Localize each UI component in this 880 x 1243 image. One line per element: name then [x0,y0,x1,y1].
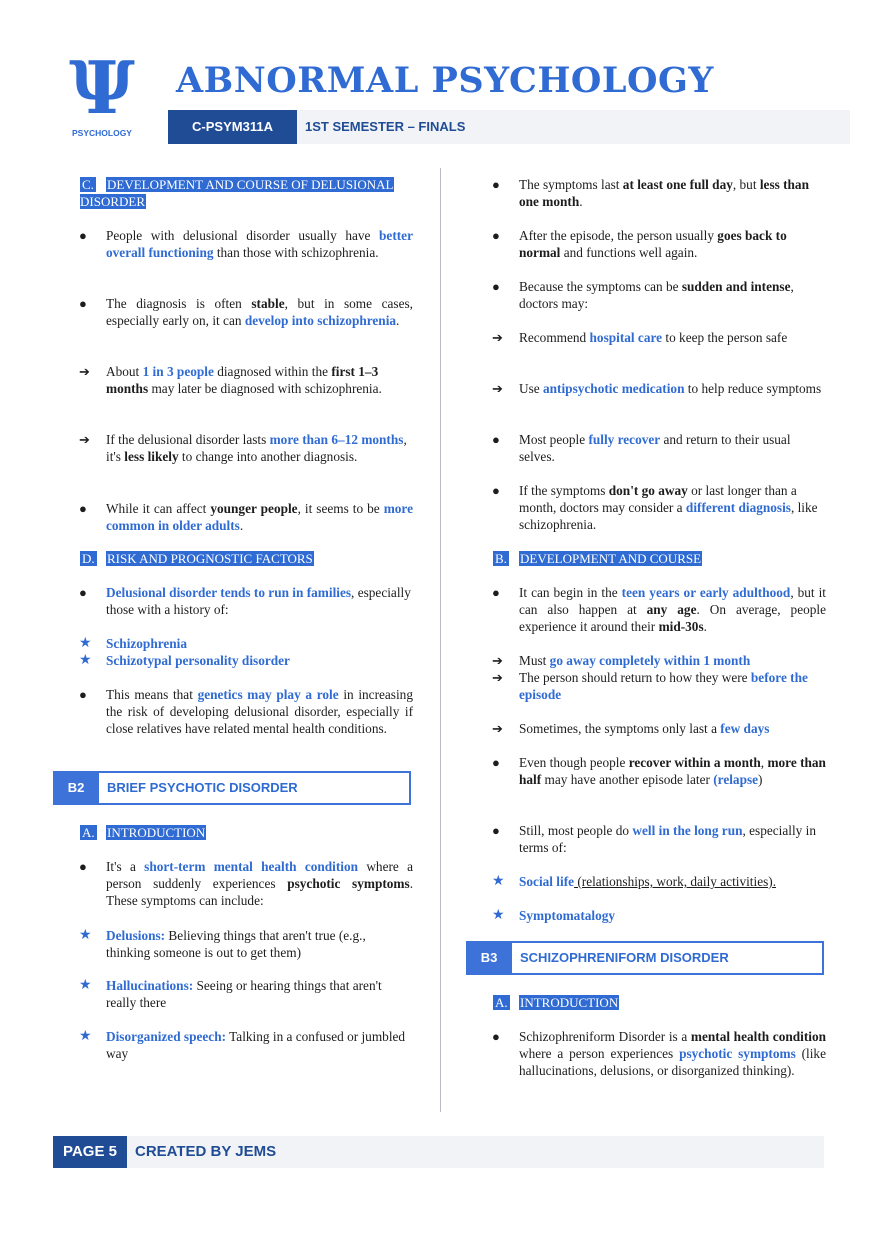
page-number: PAGE 5 [53,1136,127,1168]
section-heading-b [493,550,826,567]
page-title: ABNORMAL PSYCHOLOGY [176,60,714,101]
section-box-b3 [466,941,824,975]
list-item: If the symptoms don't go away or last longer than a month, doctors may consider a different diagnosis, like schizophrenia. [519,483,818,532]
list-item: Delusional disorder tends to run in families, especially those with a history of: [106,585,411,617]
section-letter: B. [495,551,507,566]
arrow-icon: ➔ [492,653,503,668]
arrow-icon: ➔ [492,721,503,736]
star-icon: ★ [79,636,92,651]
list-item: It can begin in the teen years or early adulthood, but it can also happen at any age. On average, people experience it around their mid-30s. [519,585,827,634]
list-item: Because the symptoms can be sudden and intense, doctors may: [519,279,794,311]
star-icon: ★ [79,978,92,993]
bullet-icon: ● [492,432,500,447]
list-item: While it can affect younger people, it seems to be more common in older adults. [106,501,413,533]
list-item: Must go away completely within 1 month [519,653,751,668]
bullet-icon: ● [79,687,87,702]
list-item: After the episode, the person usually goes back to normal and functions well again. [519,228,787,260]
bullet-icon: ● [492,1029,500,1044]
arrow-icon: ➔ [79,432,90,447]
list-item: People with delusional disorder usually have better overall functioning than those with schizophrenia. [106,228,413,260]
list-item: If the delusional disorder lasts more than 6–12 months, it's less likely to change into another diagnosis. [106,432,407,464]
footer-credit: CREATED BY JEMS [127,1136,824,1168]
star-icon: ★ [79,653,92,668]
section-heading-a [80,824,413,841]
list-item: Schizophreniform Disorder is a mental health condition where a person experiences psychotic symptoms (like hallucinations, delusions, or disorganized thinking). [519,1029,826,1078]
list-item: Disorganized speech: Talking in a confused or jumbled way [106,1029,406,1061]
bullet-icon: ● [79,585,87,600]
star-icon: ★ [79,1029,92,1044]
list-item: Even though people recover within a month, more than half may have another episode later (relapse) [519,755,826,787]
bullet-icon: ● [79,228,87,243]
section-heading-d [80,550,413,567]
list-item: Delusions: Believing things that aren't true (e.g., thinking someone is out to get them) [106,928,366,960]
bullet-icon: ● [492,228,500,243]
logo-caption: PSYCHOLOGY [72,128,132,138]
bullet-icon: ● [492,755,500,770]
bullet-icon: ● [79,296,87,311]
column-divider [440,168,441,1112]
list-item: Hallucinations: Seeing or hearing things that aren't really there [106,978,382,1010]
list-item: Schizotypal personality disorder [106,653,290,668]
list-item: Sometimes, the symptoms only last a few days [519,721,770,736]
star-icon: ★ [492,908,505,923]
list-item: Still, most people do well in the long run, especially in terms of: [519,823,816,855]
star-icon: ★ [492,874,505,889]
list-item: It's a short-term mental health condition where a person suddenly experiences psychotic symptoms. These symptoms can include: [106,859,414,908]
psi-icon: Ψ [69,45,135,130]
section-title: DEVELOPMENT AND COURSE OF DELUSIONAL DISORDER [80,177,394,209]
section-name: SCHIZOPHRENIFORM DISORDER [520,950,729,965]
section-name: BRIEF PSYCHOTIC DISORDER [107,780,298,795]
section-title: INTRODUCTION [107,825,206,840]
section-title: RISK AND PROGNOSTIC FACTORS [107,551,313,566]
bullet-icon: ● [79,859,87,874]
list-item: This means that genetics may play a role in increasing the risk of developing delusional disorder, especially if close relatives have related mental health conditions. [106,687,413,736]
list-item: Schizophrenia [106,636,188,651]
section-title: INTRODUCTION [520,995,619,1010]
list-item: Social life (relationships, work, daily activities). [519,874,777,889]
semester-tag: 1ST SEMESTER – FINALS [297,110,850,144]
bullet-icon: ● [492,585,500,600]
section-title: DEVELOPMENT AND COURSE [520,551,702,566]
course-code-tag: C-PSYM311A [168,110,297,144]
section-heading-c [80,176,413,210]
section-letter: A. [82,825,95,840]
arrow-icon: ➔ [79,364,90,379]
list-item: About 1 in 3 people diagnosed within the first 1–3 months may later be diagnosed with schizophrenia. [106,364,382,396]
arrow-icon: ➔ [492,381,503,396]
list-item: Most people fully recover and return to their usual selves. [519,432,791,464]
list-item: Recommend hospital care to keep the person safe [519,330,788,345]
arrow-icon: ➔ [492,330,503,345]
bullet-icon: ● [492,177,500,192]
section-code: B3 [466,941,512,975]
section-box-b2 [53,771,411,805]
section-letter: D. [82,551,95,566]
bullet-icon: ● [79,501,87,516]
list-item: The diagnosis is often stable, but in some cases, especially early on, it can develop into schizophrenia. [106,296,413,328]
list-item: The symptoms last at least one full day, but less than one month. [519,177,809,209]
bullet-icon: ● [492,483,500,498]
section-letter: C. [82,177,94,192]
list-item: Symptomatalogy [519,908,616,923]
section-letter: A. [495,995,508,1010]
bullet-icon: ● [492,823,500,838]
bullet-icon: ● [492,279,500,294]
section-heading-a [493,994,826,1011]
psychology-logo [62,45,142,144]
section-code: B2 [53,771,99,805]
arrow-icon: ➔ [492,670,503,685]
list-item: Use antipsychotic medication to help reduce symptoms [519,381,822,396]
list-item: The person should return to how they were before the episode [519,670,808,702]
star-icon: ★ [79,928,92,943]
